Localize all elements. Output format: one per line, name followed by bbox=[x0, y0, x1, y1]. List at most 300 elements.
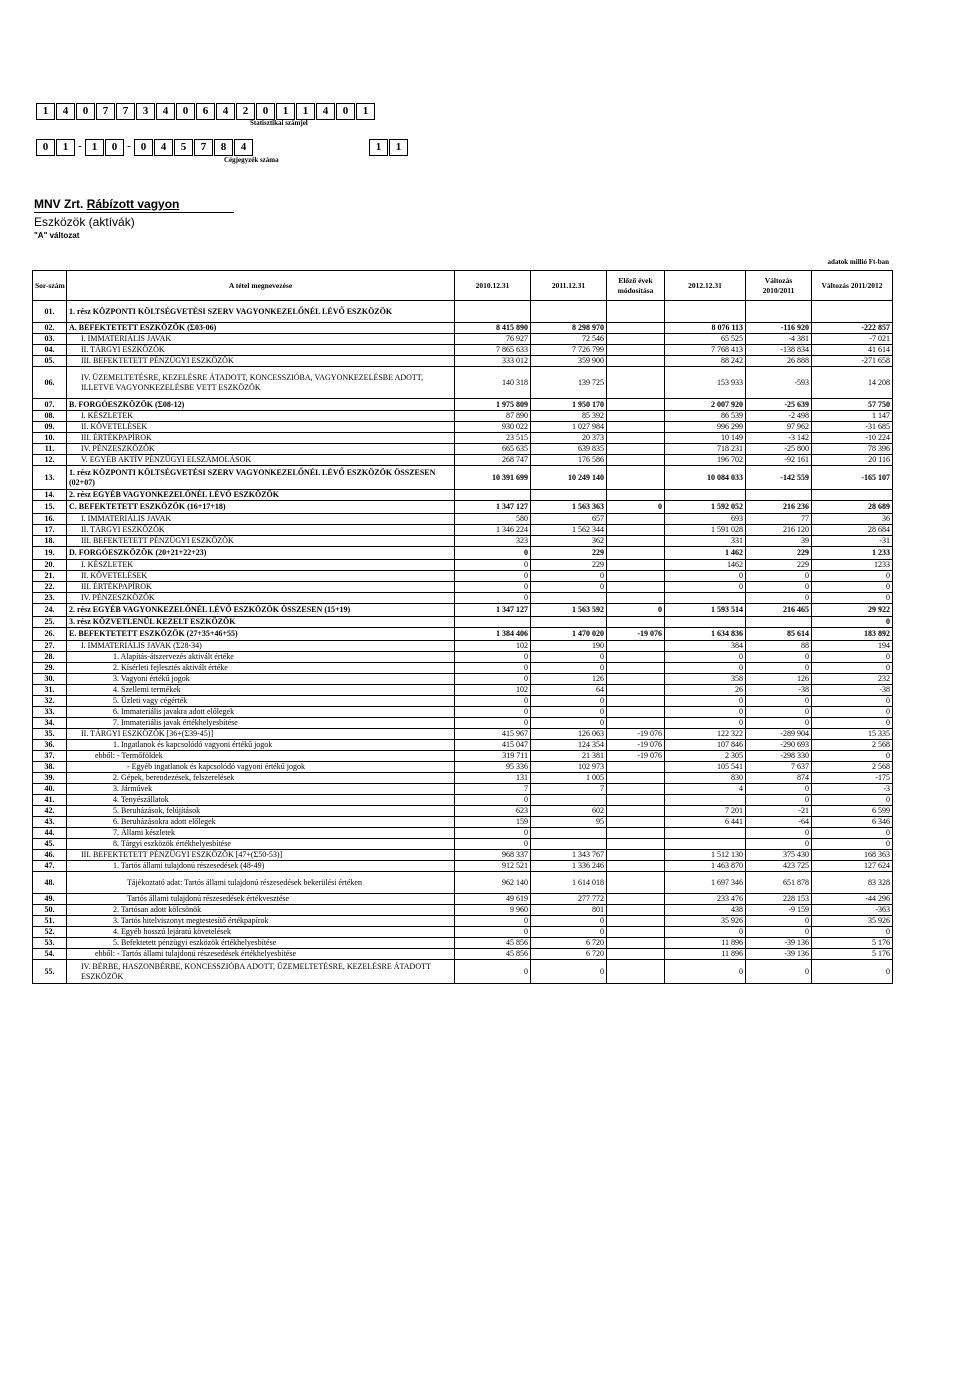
cell-2012 bbox=[665, 490, 746, 501]
row-number: 29. bbox=[33, 663, 67, 674]
table-header-row bbox=[33, 271, 893, 301]
cell-2010: 968 337 bbox=[455, 850, 531, 861]
row-label: I. KÉSZLETEK bbox=[67, 560, 455, 571]
cell-change-2010-2011: 85 614 bbox=[746, 628, 812, 641]
row-number: 35. bbox=[33, 729, 67, 740]
cell-2011 bbox=[531, 490, 607, 501]
row-label: Tájékoztató adat: Tartós állami tulajdonú részesedések bekerülési értéken bbox=[67, 872, 455, 894]
cell-2012: 7 201 bbox=[665, 806, 746, 817]
cell-change-2010-2011: -92 161 bbox=[746, 455, 812, 466]
cell-change-2010-2011: 39 bbox=[746, 536, 812, 547]
digit-box: 4 bbox=[316, 103, 335, 120]
cell-2012 bbox=[665, 593, 746, 604]
cell-2012: 10 149 bbox=[665, 433, 746, 444]
cell-change-2010-2011: -39 136 bbox=[746, 949, 812, 960]
cell-2012 bbox=[665, 839, 746, 850]
row-number: 17. bbox=[33, 525, 67, 536]
cell-2012: 26 bbox=[665, 685, 746, 696]
cell-2011: 126 063 bbox=[531, 729, 607, 740]
cell-2011: 657 bbox=[531, 514, 607, 525]
cell-prior-adjust bbox=[607, 411, 665, 422]
cell-2011: 7 bbox=[531, 784, 607, 795]
cell-2012: 1 593 514 bbox=[665, 604, 746, 617]
cell-change-2011-2012: -10 224 bbox=[812, 433, 893, 444]
cell-prior-adjust bbox=[607, 547, 665, 560]
cell-change-2011-2012: 0 bbox=[812, 707, 893, 718]
cell-change-2010-2011: -25 639 bbox=[746, 399, 812, 411]
cell-change-2011-2012: 6 346 bbox=[812, 817, 893, 828]
table-row bbox=[33, 582, 893, 593]
cell-2011: 95 bbox=[531, 817, 607, 828]
cell-2011: 359 900 bbox=[531, 356, 607, 367]
digit-box: 1 bbox=[296, 103, 315, 120]
row-number: 47. bbox=[33, 861, 67, 872]
row-label: 2. rész EGYÉB VAGYONKEZELŐNÉL LÉVŐ ESZKÖZÖK ÖSSZESEN (15+19) bbox=[67, 604, 455, 617]
cell-change-2010-2011: 229 bbox=[746, 560, 812, 571]
table-row bbox=[33, 817, 893, 828]
cell-2011: 190 bbox=[531, 641, 607, 652]
cell-prior-adjust bbox=[607, 536, 665, 547]
cell-change-2010-2011: 0 bbox=[746, 652, 812, 663]
cell-change-2011-2012: 0 bbox=[812, 927, 893, 938]
row-number: 33. bbox=[33, 707, 67, 718]
row-number: 45. bbox=[33, 839, 67, 850]
digit-box: 7 bbox=[116, 103, 135, 120]
row-number: 06. bbox=[33, 367, 67, 399]
table-row bbox=[33, 301, 893, 323]
cell-change-2011-2012: 20 116 bbox=[812, 455, 893, 466]
cell-change-2011-2012: -31 685 bbox=[812, 422, 893, 433]
row-number: 24. bbox=[33, 604, 67, 617]
cell-prior-adjust bbox=[607, 784, 665, 795]
row-label: 6. Immateriális javakra adott előlegek bbox=[67, 707, 455, 718]
digit-box: 0 bbox=[336, 103, 355, 120]
row-number: 49. bbox=[33, 894, 67, 905]
cell-2010: 45 856 bbox=[455, 949, 531, 960]
cell-2010: 1 347 127 bbox=[455, 604, 531, 617]
row-label: III. ÉRTÉKPAPÍROK bbox=[67, 582, 455, 593]
col-header-name: A tétel megnevezése bbox=[67, 271, 455, 301]
cell-prior-adjust: 0 bbox=[607, 501, 665, 514]
row-label: 3. Járművek bbox=[67, 784, 455, 795]
cell-change-2011-2012: -175 bbox=[812, 773, 893, 784]
cell-2010: 95 336 bbox=[455, 762, 531, 773]
digit-box: 1 bbox=[85, 139, 104, 156]
table-row bbox=[33, 927, 893, 938]
cell-2012 bbox=[665, 301, 746, 323]
cell-2010: 0 bbox=[455, 582, 531, 593]
cell-change-2011-2012: 6 599 bbox=[812, 806, 893, 817]
cell-change-2010-2011: 216 120 bbox=[746, 525, 812, 536]
cell-prior-adjust: -19 076 bbox=[607, 751, 665, 762]
row-number: 50. bbox=[33, 905, 67, 916]
cell-2010: 415 047 bbox=[455, 740, 531, 751]
cell-2012: 107 846 bbox=[665, 740, 746, 751]
cell-change-2010-2011: 228 153 bbox=[746, 894, 812, 905]
digit-box: 7 bbox=[194, 139, 213, 156]
cell-2011: 0 bbox=[531, 960, 607, 984]
row-number: 19. bbox=[33, 547, 67, 560]
cell-2010: 623 bbox=[455, 806, 531, 817]
row-label: 4. Tenyészállatok bbox=[67, 795, 455, 806]
cell-2010: 76 927 bbox=[455, 334, 531, 345]
row-number: 41. bbox=[33, 795, 67, 806]
table-row bbox=[33, 806, 893, 817]
cell-change-2011-2012: -31 bbox=[812, 536, 893, 547]
row-number: 39. bbox=[33, 773, 67, 784]
row-label: 5. Beruházások, felújítások bbox=[67, 806, 455, 817]
cell-prior-adjust bbox=[607, 617, 665, 628]
cell-prior-adjust: -19 076 bbox=[607, 729, 665, 740]
cell-2010: 140 318 bbox=[455, 367, 531, 399]
organization-subtitle: Rábízott vagyon bbox=[86, 197, 180, 211]
cell-change-2010-2011: 26 888 bbox=[746, 356, 812, 367]
cell-2011: 20 373 bbox=[531, 433, 607, 444]
cell-2012: 0 bbox=[665, 927, 746, 938]
cell-2011: 1 562 344 bbox=[531, 525, 607, 536]
cell-change-2010-2011: 216 236 bbox=[746, 501, 812, 514]
table-row bbox=[33, 905, 893, 916]
row-label: 3. Tartós hitelviszonyt megtestesítő értékpapírok bbox=[67, 916, 455, 927]
table-row bbox=[33, 960, 893, 984]
row-number: 04. bbox=[33, 345, 67, 356]
digit-box: 1 bbox=[36, 103, 55, 120]
table-row bbox=[33, 466, 893, 490]
cell-2012: 0 bbox=[665, 582, 746, 593]
digit-box: 1 bbox=[356, 103, 375, 120]
digit-box: - bbox=[78, 140, 82, 152]
row-number: 36. bbox=[33, 740, 67, 751]
cell-2012: 6 441 bbox=[665, 817, 746, 828]
cell-2011 bbox=[531, 593, 607, 604]
cell-2010: 0 bbox=[455, 560, 531, 571]
col-header-change-2010-2011: Változás 2010/2011 bbox=[746, 271, 812, 301]
table-row bbox=[33, 784, 893, 795]
cell-2010: 1 346 224 bbox=[455, 525, 531, 536]
cell-prior-adjust bbox=[607, 367, 665, 399]
row-label: 5. Üzleti vagy cégérték bbox=[67, 696, 455, 707]
cell-2011: 1 343 767 bbox=[531, 850, 607, 861]
cell-2011: 1 614 018 bbox=[531, 872, 607, 894]
cell-change-2011-2012: 0 bbox=[812, 718, 893, 729]
cell-2011: 64 bbox=[531, 685, 607, 696]
cell-change-2011-2012: 183 892 bbox=[812, 628, 893, 641]
cell-2012: 2 305 bbox=[665, 751, 746, 762]
cell-prior-adjust bbox=[607, 652, 665, 663]
cell-2010: 102 bbox=[455, 641, 531, 652]
cell-2011 bbox=[531, 839, 607, 850]
row-label: I. KÉSZLETEK bbox=[67, 411, 455, 422]
row-number: 02. bbox=[33, 323, 67, 334]
row-label: 5. Befektetett pénzügyi eszközök értékhelyesbítése bbox=[67, 938, 455, 949]
row-label: 8. Tárgyi eszközök értékhelyesbítése bbox=[67, 839, 455, 850]
cell-change-2011-2012: 2 568 bbox=[812, 740, 893, 751]
row-number: 30. bbox=[33, 674, 67, 685]
cell-2010: 415 967 bbox=[455, 729, 531, 740]
cell-2011: 1 563 592 bbox=[531, 604, 607, 617]
cell-change-2011-2012: 0 bbox=[812, 617, 893, 628]
table-row bbox=[33, 399, 893, 411]
col-header-no: Sor-szám bbox=[33, 271, 67, 301]
cell-2010: 0 bbox=[455, 795, 531, 806]
cell-change-2011-2012 bbox=[812, 301, 893, 323]
cell-2011: 0 bbox=[531, 663, 607, 674]
cell-2011: 21 381 bbox=[531, 751, 607, 762]
cell-change-2010-2011 bbox=[746, 301, 812, 323]
digit-box: 4 bbox=[56, 103, 75, 120]
cell-prior-adjust bbox=[607, 905, 665, 916]
table-row bbox=[33, 444, 893, 455]
row-label: 2. rész EGYÉB VAGYONKEZELŐNÉL LÉVŐ ESZKÖZÖK bbox=[67, 490, 455, 501]
table-row bbox=[33, 367, 893, 399]
cell-change-2010-2011: 0 bbox=[746, 828, 812, 839]
cell-change-2010-2011: -4 381 bbox=[746, 334, 812, 345]
cell-change-2010-2011: 423 725 bbox=[746, 861, 812, 872]
table-row bbox=[33, 501, 893, 514]
cell-change-2010-2011: 229 bbox=[746, 547, 812, 560]
row-label: 2. Gépek, berendezések, felszerelések bbox=[67, 773, 455, 784]
cell-change-2011-2012: 127 624 bbox=[812, 861, 893, 872]
cell-2010: 0 bbox=[455, 696, 531, 707]
cell-change-2010-2011: -9 159 bbox=[746, 905, 812, 916]
row-number: 16. bbox=[33, 514, 67, 525]
row-label: 1. rész KÖZPONTI KÖLTSÉGVETÉSI SZERV VAGYONKEZELŐNÉL LÉVŐ ESZKÖZÖK bbox=[67, 301, 455, 323]
cell-prior-adjust bbox=[607, 641, 665, 652]
col-header-change-2011-2012: Változás 2011/2012 bbox=[812, 271, 893, 301]
table-row bbox=[33, 707, 893, 718]
row-label: Tartós állami tulajdonú részesedések értékvesztése bbox=[67, 894, 455, 905]
cell-2012: 1 512 130 bbox=[665, 850, 746, 861]
cell-change-2011-2012: 0 bbox=[812, 795, 893, 806]
cell-2011: 72 546 bbox=[531, 334, 607, 345]
row-number: 46. bbox=[33, 850, 67, 861]
row-label: D. FORGÓESZKÖZÖK (20+21+22+23) bbox=[67, 547, 455, 560]
cell-2012: 1 591 028 bbox=[665, 525, 746, 536]
row-label: ebből: - Termőföldek bbox=[67, 751, 455, 762]
row-label: C. BEFEKTETETT ESZKÖZÖK (16+17+18) bbox=[67, 501, 455, 514]
cell-change-2010-2011: 651 878 bbox=[746, 872, 812, 894]
row-number: 26. bbox=[33, 628, 67, 641]
cell-prior-adjust bbox=[607, 525, 665, 536]
cell-2011: 7 726 799 bbox=[531, 345, 607, 356]
digit-box: 1 bbox=[389, 139, 408, 156]
row-number: 42. bbox=[33, 806, 67, 817]
digit-box: 0 bbox=[105, 139, 124, 156]
table-row bbox=[33, 345, 893, 356]
cell-change-2011-2012: 36 bbox=[812, 514, 893, 525]
table-row bbox=[33, 617, 893, 628]
row-number: 23. bbox=[33, 593, 67, 604]
statistical-code-boxes bbox=[36, 103, 376, 120]
cell-change-2010-2011: -64 bbox=[746, 817, 812, 828]
cell-2010: 580 bbox=[455, 514, 531, 525]
cell-2012: 35 926 bbox=[665, 916, 746, 927]
cell-2010: 131 bbox=[455, 773, 531, 784]
table-row bbox=[33, 861, 893, 872]
cell-change-2011-2012: 0 bbox=[812, 828, 893, 839]
cell-change-2010-2011: 0 bbox=[746, 960, 812, 984]
cell-2010: 87 890 bbox=[455, 411, 531, 422]
cell-2011: 8 298 970 bbox=[531, 323, 607, 334]
cell-prior-adjust bbox=[607, 560, 665, 571]
row-number: 54. bbox=[33, 949, 67, 960]
cell-change-2010-2011: 77 bbox=[746, 514, 812, 525]
row-number: 08. bbox=[33, 411, 67, 422]
cell-2012: 1 592 052 bbox=[665, 501, 746, 514]
cell-prior-adjust bbox=[607, 399, 665, 411]
cell-change-2011-2012: 0 bbox=[812, 593, 893, 604]
row-number: 01. bbox=[33, 301, 67, 323]
cell-2010: 0 bbox=[455, 547, 531, 560]
cell-change-2011-2012: -38 bbox=[812, 685, 893, 696]
cell-2011: 229 bbox=[531, 560, 607, 571]
cell-2010: 0 bbox=[455, 674, 531, 685]
cell-2012 bbox=[665, 617, 746, 628]
table-row bbox=[33, 773, 893, 784]
cell-2011: 0 bbox=[531, 916, 607, 927]
cell-2012: 384 bbox=[665, 641, 746, 652]
cell-prior-adjust bbox=[607, 356, 665, 367]
row-label: II. TÁRGYI ESZKÖZÖK [36+(Σ39-45)] bbox=[67, 729, 455, 740]
table-row bbox=[33, 628, 893, 641]
cell-2011: 126 bbox=[531, 674, 607, 685]
cell-2012: 0 bbox=[665, 960, 746, 984]
cell-change-2010-2011: 0 bbox=[746, 663, 812, 674]
cell-change-2011-2012: -44 296 bbox=[812, 894, 893, 905]
row-number: 48. bbox=[33, 872, 67, 894]
digit-box: 1 bbox=[276, 103, 295, 120]
digit-box: 7 bbox=[96, 103, 115, 120]
row-number: 27. bbox=[33, 641, 67, 652]
cell-2010 bbox=[455, 617, 531, 628]
cell-change-2010-2011: 0 bbox=[746, 916, 812, 927]
cell-2012: 438 bbox=[665, 905, 746, 916]
cell-change-2010-2011: 0 bbox=[746, 718, 812, 729]
cell-change-2010-2011: 97 962 bbox=[746, 422, 812, 433]
cell-change-2011-2012: 5 176 bbox=[812, 938, 893, 949]
row-number: 51. bbox=[33, 916, 67, 927]
cell-2011: 6 720 bbox=[531, 938, 607, 949]
cell-change-2011-2012: 1 233 bbox=[812, 547, 893, 560]
cell-2012: 86 539 bbox=[665, 411, 746, 422]
table-row bbox=[33, 938, 893, 949]
row-label: III. BEFEKTETETT PÉNZÜGYI ESZKÖZÖK bbox=[67, 356, 455, 367]
cell-2010: 962 140 bbox=[455, 872, 531, 894]
cell-change-2011-2012: -271 658 bbox=[812, 356, 893, 367]
statistical-code-caption: Statisztikai számjel bbox=[250, 119, 308, 127]
col-header-2010: 2010.12.31 bbox=[455, 271, 531, 301]
cell-2011 bbox=[531, 617, 607, 628]
row-label: III. ÉRTÉKPAPÍROK bbox=[67, 433, 455, 444]
cell-2011: 277 772 bbox=[531, 894, 607, 905]
cell-2011: 1 027 984 bbox=[531, 422, 607, 433]
cell-2011: 124 354 bbox=[531, 740, 607, 751]
row-label: II. TÁRGYI ESZKÖZÖK bbox=[67, 345, 455, 356]
cell-change-2011-2012: 28 684 bbox=[812, 525, 893, 536]
cell-2010: 0 bbox=[455, 718, 531, 729]
cell-change-2011-2012: 1 147 bbox=[812, 411, 893, 422]
cell-prior-adjust bbox=[607, 593, 665, 604]
cell-change-2011-2012: 41 614 bbox=[812, 345, 893, 356]
cell-2010: 333 012 bbox=[455, 356, 531, 367]
cell-2010: 9 960 bbox=[455, 905, 531, 916]
cell-2011: 1 005 bbox=[531, 773, 607, 784]
cell-2010: 0 bbox=[455, 571, 531, 582]
row-label: I. IMMATERIÁLIS JAVAK (Σ28-34) bbox=[67, 641, 455, 652]
cell-change-2010-2011: 0 bbox=[746, 839, 812, 850]
row-number: 28. bbox=[33, 652, 67, 663]
cell-change-2011-2012: 0 bbox=[812, 582, 893, 593]
header-underline bbox=[34, 212, 234, 213]
row-label: 7. Immateriális javak értékhelyesbítése bbox=[67, 718, 455, 729]
cell-change-2010-2011: -138 834 bbox=[746, 345, 812, 356]
cell-change-2010-2011: 874 bbox=[746, 773, 812, 784]
row-number: 07. bbox=[33, 399, 67, 411]
row-label: II. TÁRGYI ESZKÖZÖK bbox=[67, 525, 455, 536]
table-row bbox=[33, 514, 893, 525]
cell-prior-adjust bbox=[607, 663, 665, 674]
cell-2010: 8 415 890 bbox=[455, 323, 531, 334]
cell-2010: 0 bbox=[455, 593, 531, 604]
row-number: 44. bbox=[33, 828, 67, 839]
table-row bbox=[33, 490, 893, 501]
digit-box: 6 bbox=[196, 103, 215, 120]
row-label: III. BEFEKTETETT PÉNZÜGYI ESZKÖZÖK [47+(Σ50-53)] bbox=[67, 850, 455, 861]
table-row bbox=[33, 740, 893, 751]
cell-2010: 0 bbox=[455, 839, 531, 850]
row-number: 05. bbox=[33, 356, 67, 367]
cell-2011: 0 bbox=[531, 696, 607, 707]
cell-prior-adjust bbox=[607, 949, 665, 960]
row-label: 1. Alapítás-átszervezés aktivált értéke bbox=[67, 652, 455, 663]
cell-2012: 331 bbox=[665, 536, 746, 547]
row-label: 1. rész KÖZPONTI KÖLTSÉGVETÉSI SZERV VAGYONKEZELŐNÉL LÉVŐ ESZKÖZÖK ÖSSZESEN (02+07) bbox=[67, 466, 455, 490]
cell-change-2011-2012: 194 bbox=[812, 641, 893, 652]
table-row bbox=[33, 674, 893, 685]
cell-prior-adjust bbox=[607, 685, 665, 696]
cell-change-2010-2011: 0 bbox=[746, 593, 812, 604]
cell-prior-adjust: -19 076 bbox=[607, 628, 665, 641]
row-label: B. FORGÓESZKÖZÖK (Σ08-12) bbox=[67, 399, 455, 411]
cell-2012: 1 634 836 bbox=[665, 628, 746, 641]
cell-prior-adjust bbox=[607, 345, 665, 356]
cell-2012: 718 231 bbox=[665, 444, 746, 455]
cell-change-2010-2011: -2 498 bbox=[746, 411, 812, 422]
cell-change-2011-2012: -222 857 bbox=[812, 323, 893, 334]
company-reg-boxes bbox=[36, 139, 254, 156]
cell-change-2011-2012: 15 335 bbox=[812, 729, 893, 740]
cell-2011: 85 392 bbox=[531, 411, 607, 422]
table-row bbox=[33, 663, 893, 674]
table-row bbox=[33, 593, 893, 604]
row-label: 4. Egyéb hosszú lejáratú követelések bbox=[67, 927, 455, 938]
row-label: A. BEFEKTETETT ESZKÖZÖK (Σ03-06) bbox=[67, 323, 455, 334]
table-row bbox=[33, 455, 893, 466]
cell-2010: 7 865 633 bbox=[455, 345, 531, 356]
row-number: 12. bbox=[33, 455, 67, 466]
table-row bbox=[33, 839, 893, 850]
cell-change-2011-2012: -165 107 bbox=[812, 466, 893, 490]
cell-change-2011-2012: -363 bbox=[812, 905, 893, 916]
cell-prior-adjust bbox=[607, 490, 665, 501]
cell-2012: 153 933 bbox=[665, 367, 746, 399]
cell-prior-adjust bbox=[607, 514, 665, 525]
row-label: IV. PÉNZESZKÖZÖK bbox=[67, 593, 455, 604]
cell-prior-adjust bbox=[607, 795, 665, 806]
cell-2010: 49 619 bbox=[455, 894, 531, 905]
cell-2012: 10 084 033 bbox=[665, 466, 746, 490]
table-row bbox=[33, 729, 893, 740]
